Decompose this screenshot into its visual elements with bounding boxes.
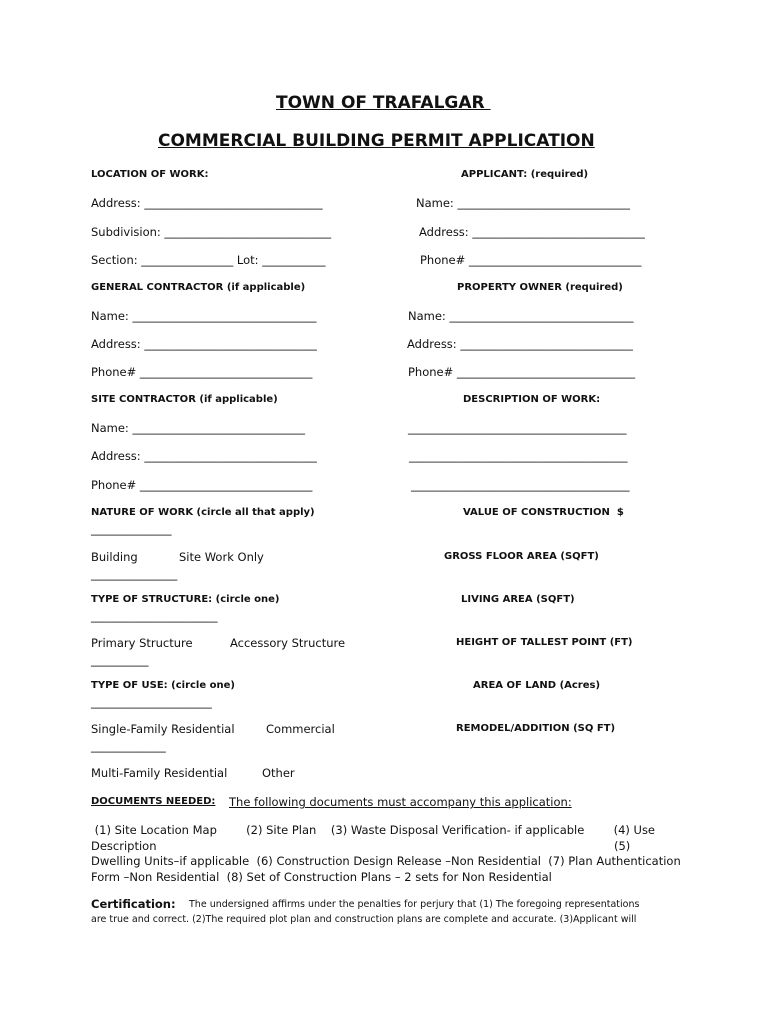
contractor-address-field[interactable]: Address: ______________________________: [91, 337, 317, 351]
owner-address-field[interactable]: Address: ______________________________: [407, 337, 633, 351]
area-of-land-label: AREA OF LAND (Acres): [473, 680, 601, 691]
description-line-2[interactable]: ______________________________________: [409, 449, 628, 463]
location-address-field[interactable]: Address: _______________________________: [91, 196, 323, 210]
type-of-structure-heading: TYPE OF STRUCTURE: (circle one): [91, 594, 280, 605]
subdivision-field[interactable]: Subdivision: _____________________________: [91, 225, 332, 239]
documents-needed-label: DOCUMENTS NEEDED:: [91, 796, 216, 807]
documents-list-line-2: Description: [91, 839, 157, 853]
nature-blank-1[interactable]: ______________: [91, 522, 172, 536]
certification-label: Certification:: [91, 897, 176, 911]
structure-blank-1[interactable]: ______________________: [91, 609, 218, 623]
documents-list-line-1: (1) Site Location Map (2) Site Plan (3) Waste Disposal Verification- if applicable (4) Use: [91, 823, 656, 837]
documents-intro: The following documents must accompany this application:: [229, 795, 572, 809]
option-single-family[interactable]: Single-Family Residential: [91, 722, 235, 736]
option-site-work-only[interactable]: Site Work Only: [179, 550, 264, 564]
value-of-construction-label: VALUE OF CONSTRUCTION $: [463, 507, 624, 518]
option-accessory-structure[interactable]: Accessory Structure: [230, 636, 346, 650]
location-heading: LOCATION OF WORK:: [91, 169, 209, 180]
option-commercial[interactable]: Commercial: [266, 722, 335, 736]
site-contractor-phone-field[interactable]: Phone# ______________________________: [91, 478, 313, 492]
gross-floor-area-label: GROSS FLOOR AREA (SQFT): [444, 551, 599, 562]
contractor-name-field[interactable]: Name: ________________________________: [91, 309, 317, 323]
remodel-addition-label: REMODEL/ADDITION (SQ FT): [456, 723, 616, 734]
contractor-phone-field[interactable]: Phone# ______________________________: [91, 365, 313, 379]
option-other[interactable]: Other: [262, 766, 295, 780]
option-building[interactable]: Building: [91, 550, 138, 564]
certification-text-line-1: The undersigned affirms under the penalties for perjury that (1) The foregoing representations: [189, 899, 640, 910]
site-contractor-name-field[interactable]: Name: ______________________________: [91, 421, 305, 435]
nature-of-work-heading: NATURE OF WORK (circle all that apply): [91, 507, 315, 518]
description-line-1[interactable]: ______________________________________: [408, 421, 627, 435]
applicant-phone-field[interactable]: Phone# ______________________________: [420, 253, 642, 267]
option-multi-family[interactable]: Multi-Family Residential: [91, 766, 228, 780]
option-primary-structure[interactable]: Primary Structure: [91, 636, 193, 650]
page-title: TOWN OF TRAFALGAR: [276, 93, 491, 113]
nature-blank-2[interactable]: _______________: [91, 567, 178, 581]
living-area-label: LIVING AREA (SQFT): [461, 594, 575, 605]
description-line-3[interactable]: ______________________________________: [411, 478, 630, 492]
site-contractor-address-field[interactable]: Address: ______________________________: [91, 449, 317, 463]
owner-phone-field[interactable]: Phone# _______________________________: [408, 365, 636, 379]
site-contractor-heading: SITE CONTRACTOR (if applicable): [91, 394, 278, 405]
property-owner-heading: PROPERTY OWNER (required): [457, 282, 623, 293]
applicant-address-field[interactable]: Address: ______________________________: [419, 225, 645, 239]
applicant-heading: APPLICANT: (required): [461, 169, 589, 180]
documents-list-line-3: Dwelling Units–if applicable (6) Construction Design Release –Non Residential (7) Plan Authentication: [91, 854, 681, 868]
use-blank-1[interactable]: _____________________: [91, 695, 212, 709]
structure-blank-2[interactable]: __________: [91, 653, 149, 667]
general-contractor-heading: GENERAL CONTRACTOR (if applicable): [91, 282, 306, 293]
certification-text-line-2: are true and correct. (2)The required plot plan and construction plans are complete and accurate. (3)Applicant will: [91, 914, 637, 925]
type-of-use-heading: TYPE OF USE: (circle one): [91, 680, 235, 691]
use-blank-2[interactable]: _____________: [91, 739, 166, 753]
applicant-name-field[interactable]: Name: ______________________________: [416, 196, 630, 210]
description-heading: DESCRIPTION OF WORK:: [463, 394, 601, 405]
documents-list-line-2-right: (5): [614, 839, 631, 853]
documents-list-line-4: Form –Non Residential (8) Set of Construction Plans – 2 sets for Non Residential: [91, 870, 552, 884]
owner-name-field[interactable]: Name: ________________________________: [408, 309, 634, 323]
section-lot-field[interactable]: Section: ________________ Lot: ___________: [91, 253, 326, 267]
form-title: COMMERCIAL BUILDING PERMIT APPLICATION: [158, 131, 595, 151]
height-tallest-point-label: HEIGHT OF TALLEST POINT (FT): [456, 637, 633, 648]
